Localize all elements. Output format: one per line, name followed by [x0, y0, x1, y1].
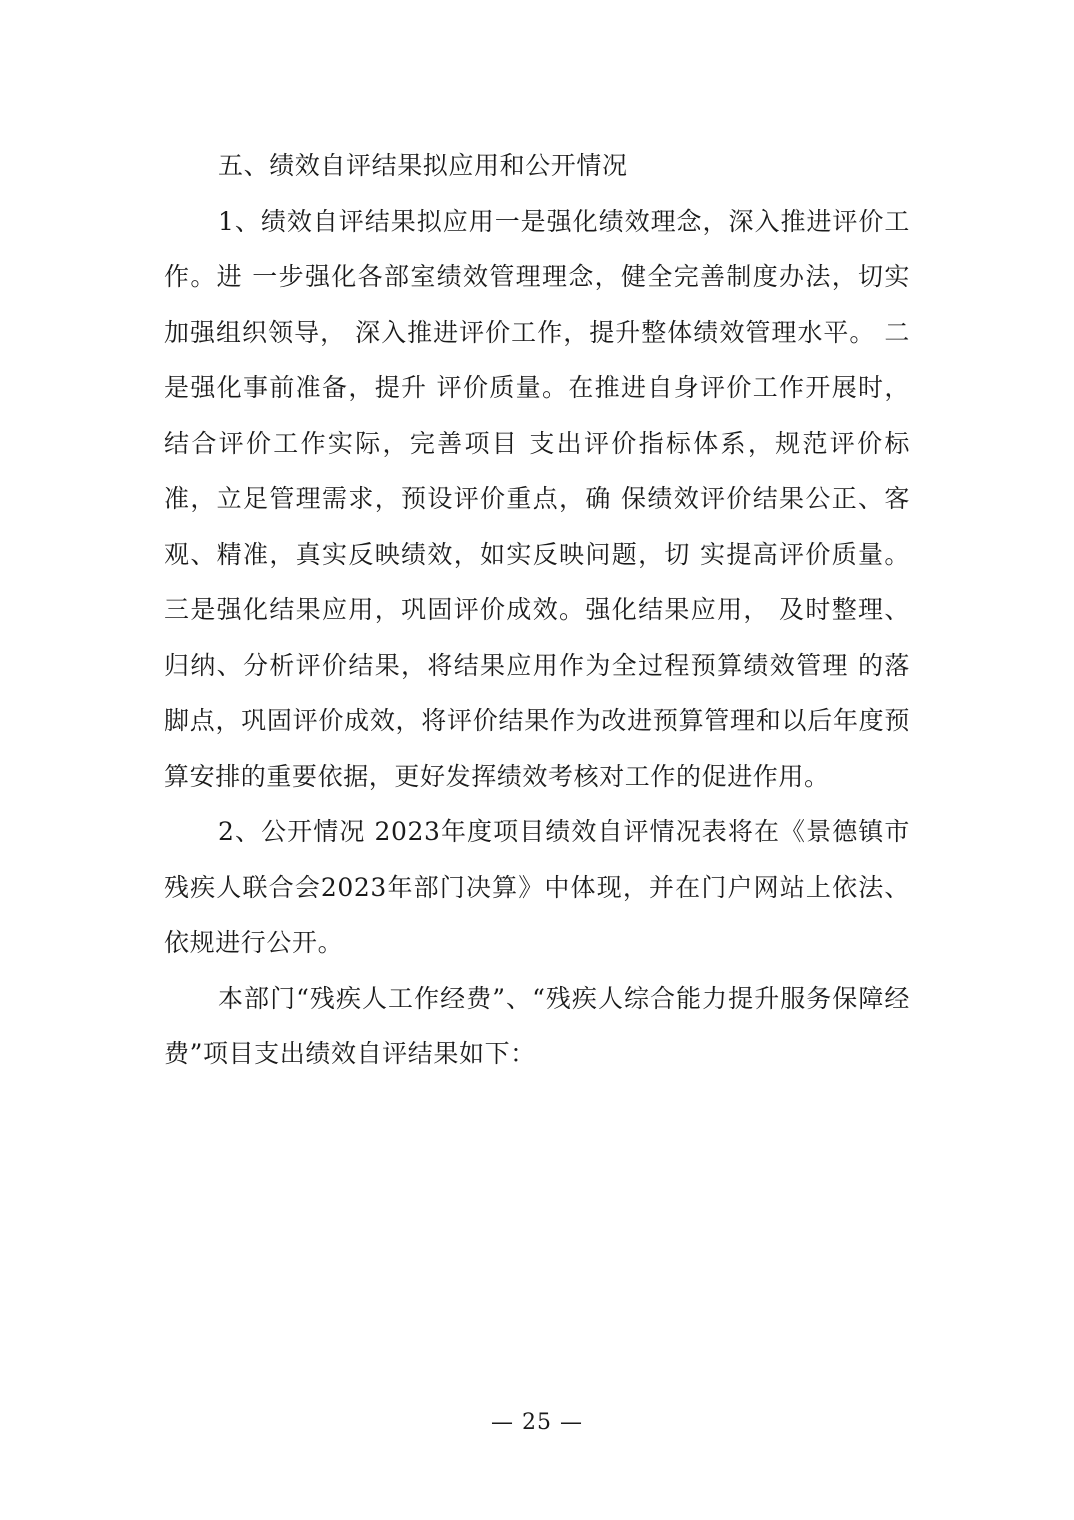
section-heading: 五、绩效自评结果拟应用和公开情况: [218, 151, 628, 180]
page-number: — 25 —: [491, 1410, 583, 1435]
paragraph-disclosure: 2、公开情况 2023年度项目绩效自评情况表将在《景德镇市残疾人联合会2023年部门决算》中体现，并在门户网站上依法、依规进行公开。: [164, 817, 910, 957]
paragraph-result-application: 1、绩效自评结果拟应用一是强化绩效理念，深入推进评价工作。进 一步强化各部室绩效管理理念，健全完善制度办法，切实加强组织领导， 深入推进评价工作，提升整体绩效管理水平。 二是强化事前准备，提升 评价质量。在推进自身评价工作开展时，结合评价工作实际，完善项目 支出评价指标体系，规范评价标准，立足管理需求，预设评价重点，确 保绩效评价结果公正、客观、精准，真实反映绩效，如实反映问题，切 实提高评价质量。 三是强化结果应用，巩固评价成效。强化结果应用， 及时整理、归纳、分析评价结果，将结果应用作为全过程预算绩效管理 的落脚点，巩固评价成效，将评价结果作为改进预算管理和以后年度预算安排的重要依据，更好发挥绩效考核对工作的促进作用。: [164, 206, 910, 791]
paragraph-project-results-intro: 本部门“残疾人工作经费”、“残疾人综合能力提升服务保障经费”项目支出绩效自评结果如下：: [164, 983, 910, 1068]
document-body: [164, 138, 910, 1082]
